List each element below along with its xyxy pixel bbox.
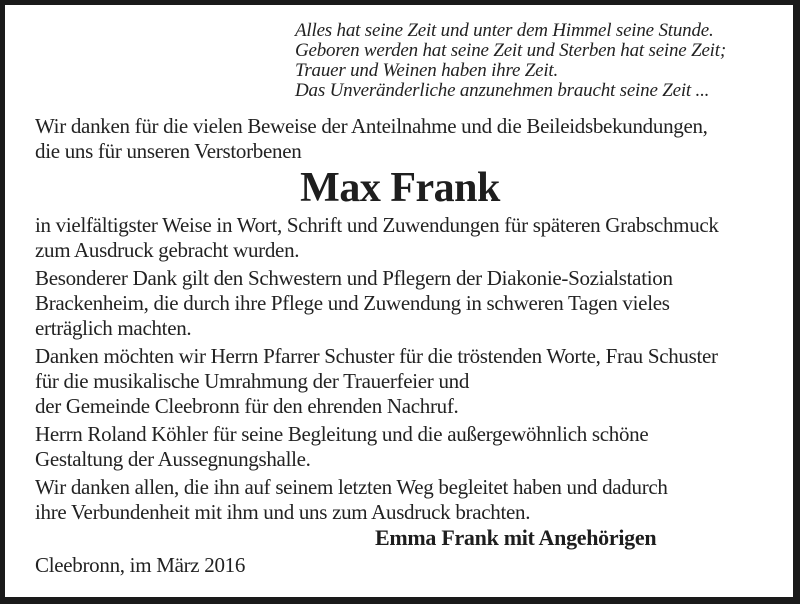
thanks-paragraph-5: Wir danken allen, die ihn auf seinem letzten Weg begleitet haben und dadurch ihre Verbundenheit mit ihm und uns zum Ausdruck brachten. (35, 475, 668, 524)
thanks-paragraph-1: in vielfältigster Weise in Wort, Schrift und Zuwendungen für späteren Grabschmuck zum Ausdruck gebracht wurden. (35, 213, 719, 262)
family-signature: Emma Frank mit Angehörigen (375, 525, 657, 550)
thanks-paragraph-2: Besonderer Dank gilt den Schwestern und Pflegern der Diakonie-Sozialstation Brackenheim, die durch ihre Pflege und Zuwendung in schweren Tagen vieles erträglich machten. (35, 266, 673, 340)
thanks-paragraph-4: Herrn Roland Köhler für seine Begleitung und die außergewöhnlich schöne Gestaltung der Aussegnungshalle. (35, 422, 649, 471)
scripture-quote: Alles hat seine Zeit und unter dem Himmel seine Stunde. Geboren werden hat seine Zeit und Sterben hat seine Zeit; Trauer und Weinen haben ihre Zeit. Das Unveränderliche anzunehmen braucht seine Zeit ... (295, 20, 726, 101)
place-date: Cleebronn, im März 2016 (35, 553, 246, 577)
intro-paragraph: Wir danken für die vielen Beweise der Anteilnahme und die Beileidsbekundungen, die uns für unseren Verstorbenen (35, 114, 708, 163)
deceased-name: Max Frank (300, 165, 500, 211)
thanks-paragraph-3: Danken möchten wir Herrn Pfarrer Schuster für die tröstenden Worte, Frau Schuster für die musikalische Umrahmung der Trauerfeier und der Gemeinde Cleebronn für den ehrenden Nachruf. (35, 344, 718, 418)
